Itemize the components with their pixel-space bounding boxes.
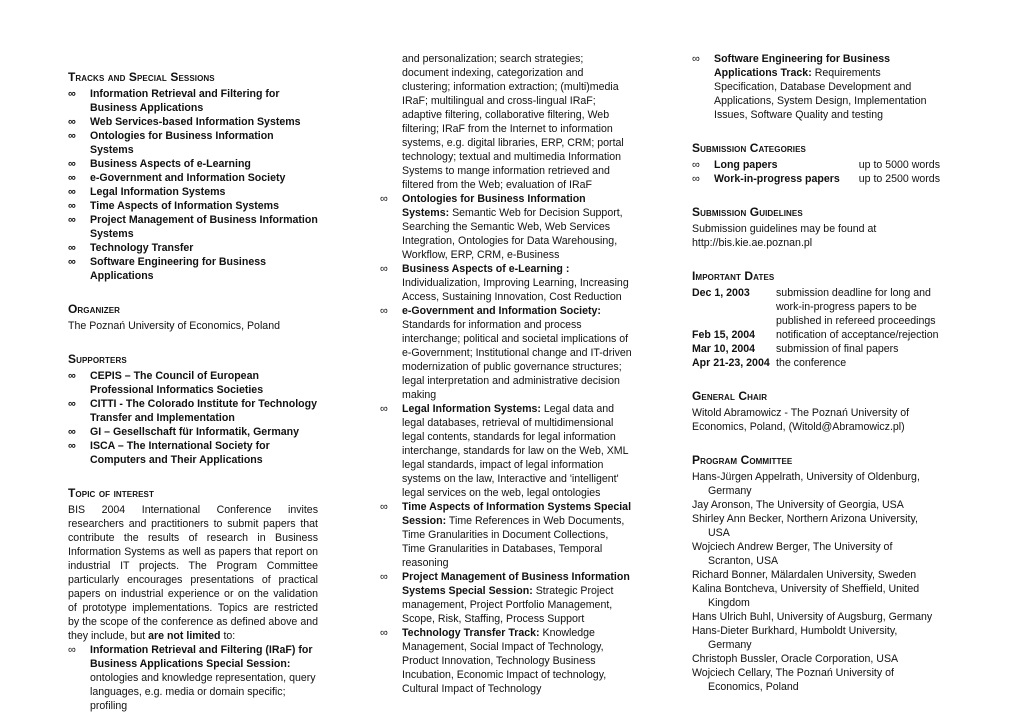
list-item: Wojciech Cellary, The Poznań University of Economics, Poland xyxy=(692,667,894,693)
list-item: ∞ Work-in-progress papers up to 2500 words xyxy=(692,173,940,185)
bullet-icon: ∞ xyxy=(68,200,76,212)
list-item: ∞ Business Aspects of e-Learning xyxy=(68,158,251,170)
date-row: Feb 15, 2004 notification of acceptance/rejection xyxy=(692,329,939,341)
topic-paragraph: BIS 2004 International Conference invites researchers and practitioners to submit papers that contribute the results of research in Business Information Systems as well as papers that report on industrial IT projects. The Program Committee particularly encourages presentations of practical papers on industrial experience or on the validation of prototype implementations. Topics are restricted by the scope of the conference as defined above and they include, but are not limited to: xyxy=(68,504,318,642)
bullet-icon: ∞ xyxy=(68,242,76,254)
bullet-icon: ∞ xyxy=(68,398,76,410)
list-item: ∞ Time Aspects of Information Systems xyxy=(68,200,279,212)
bullet-icon: ∞ xyxy=(68,370,76,382)
categories-heading: Submission Categories xyxy=(692,141,806,155)
bullet-icon: ∞ xyxy=(692,159,700,171)
list-item: ∞ CITTI - The Colorado Institute for Technology Transfer and Implementation xyxy=(68,398,317,424)
tracks-list xyxy=(68,87,318,283)
bullet-icon: ∞ xyxy=(68,172,76,184)
committee-list xyxy=(692,470,940,694)
list-item: ∞ Long papers up to 5000 words xyxy=(692,159,940,171)
topic-heading: Topic of interest xyxy=(68,486,154,500)
bullet-icon: ∞ xyxy=(68,644,76,656)
list-item: Richard Bonner, Mälardalen University, Sweden xyxy=(692,569,917,581)
guidelines-text: Submission guidelines may be found at http://bis.kie.ae.poznan.pl xyxy=(692,223,877,249)
bullet-icon: ∞ xyxy=(380,193,388,205)
bullet-icon: ∞ xyxy=(68,186,76,198)
bullet-icon: ∞ xyxy=(68,256,76,268)
bullet-icon: ∞ xyxy=(68,214,76,226)
date-row: Apr 21-23, 2004 the conference xyxy=(692,357,847,369)
bullet-icon: ∞ xyxy=(68,116,76,128)
bullet-icon: ∞ xyxy=(68,426,76,438)
list-item: ∞ GI – Gesellschaft für Informatik, Germany xyxy=(68,426,299,438)
organizer-heading: Organizer xyxy=(68,302,121,316)
list-item: Wojciech Andrew Berger, The University of Scranton, USA xyxy=(692,541,893,567)
bullet-icon: ∞ xyxy=(380,305,388,317)
list-item: ∞ Information Retrieval and Filtering (IRaF) for Business Applications Special Session: ontologies and knowledge representation, query languages, e.g. media or domain specific; profiling xyxy=(68,644,316,712)
supporters-heading: Supporters xyxy=(68,352,127,366)
bullet-icon: ∞ xyxy=(692,53,700,65)
list-item: ∞ e-Government and Information Society: Standards for information and process interchange; political and societal implications of e-Government; Institutional change and IT-driven modernization of public governance structures; legal interpretation and administrative decision making xyxy=(380,305,632,401)
list-item: ∞ Technology Transfer xyxy=(68,242,194,254)
list-item: Jay Aronson, The University of Georgia, USA xyxy=(692,499,904,511)
bullet-icon: ∞ xyxy=(380,501,388,513)
date-row: Dec 1, 2003 submission deadline for long and work-in-progress papers to be published in refereed proceedings xyxy=(692,287,936,327)
bullet-icon: ∞ xyxy=(380,403,388,415)
bullet-icon: ∞ xyxy=(68,88,76,100)
topic-continuation: and personalization; search strategies; document indexing, categorization and clustering; information extraction; (multi)media IRaF; multilingual and cross-lingual IRaF; adaptive filtering, collaborative filtering, Web filtering; IRaF from the Internet to information systems, e.g. digital libraries, ERP, CRM; portal technology; textual and multimedia Information Systems to mange information retrieved and filtered from the Web; evaluation of IRaF xyxy=(402,53,624,191)
list-item: Hans-Dieter Burkhard, Humboldt University, Germany xyxy=(692,625,898,651)
list-item: ∞ e-Government and Information Society xyxy=(68,172,286,184)
column-left xyxy=(68,70,318,713)
list-item: ∞ Project Management of Business Information Systems xyxy=(68,214,318,240)
list-item: ∞ Business Aspects of e-Learning : Individualization, Improving Learning, Increasing Access, Sustaining Innovation, Cost Reduction xyxy=(380,263,629,303)
committee-heading: Program Committee xyxy=(692,453,793,467)
chair-heading: General Chair xyxy=(692,389,768,403)
tracks-heading: Tracks and Special Sessions xyxy=(68,70,215,84)
guidelines-heading: Submission Guidelines xyxy=(692,205,803,219)
chair-text: Witold Abramowicz - The Poznań University of Economics, Poland, (Witold@Abramowicz.pl) xyxy=(692,407,910,433)
list-item: Hans Ulrich Buhl, University of Augsburg, Germany xyxy=(692,611,933,623)
list-item: Hans-Jürgen Appelrath, University of Oldenburg, Germany xyxy=(692,471,920,497)
list-item: ∞ Legal Information Systems xyxy=(68,186,226,198)
bullet-icon: ∞ xyxy=(68,158,76,170)
list-item: ∞ CEPIS – The Council of European Professional Informatics Societies xyxy=(68,370,264,396)
list-item: ∞ Ontologies for Business Information Systems xyxy=(68,130,274,156)
bullet-icon: ∞ xyxy=(380,627,388,639)
date-row: Mar 10, 2004 submission of final papers xyxy=(692,343,899,355)
list-item: ∞ Software Engineering for Business Applications xyxy=(68,256,267,282)
dates-heading: Important Dates xyxy=(692,269,775,283)
bullet-icon: ∞ xyxy=(380,263,388,275)
list-item: ∞ Information Retrieval and Filtering for Business Applications xyxy=(68,88,280,114)
list-item: ∞ Ontologies for Business Information Systems: Semantic Web for Decision Support, Searching the Semantic Web, Web Services Integration, Ontologies for Data Warehousing, Workflow, ERP, CRM, e-Business xyxy=(380,193,623,261)
list-item: ∞ Web Services-based Information Systems xyxy=(68,116,301,128)
list-item: Shirley Ann Becker, Northern Arizona University, USA xyxy=(692,513,918,539)
list-item: ∞ Software Engineering for Business Applications Track: Requirements Specification, Database Development and Applications, System Design, Implementation Issues, Software Quality and testing xyxy=(692,53,927,121)
column-middle xyxy=(380,52,632,696)
list-item: Christoph Bussler, Oracle Corporation, USA xyxy=(692,653,899,665)
bullet-icon: ∞ xyxy=(68,130,76,142)
list-item: ∞ Project Management of Business Information Systems Special Session: Strategic Project management, Project Portfolio Management, Scope, Risk, Staffing, Process Support xyxy=(380,571,630,625)
bullet-icon: ∞ xyxy=(692,173,700,185)
list-item: ∞ ISCA – The International Society for Computers and Their Applications xyxy=(68,440,270,466)
organizer-text: The Poznań University of Economics, Poland xyxy=(68,320,280,332)
list-item: Kalina Bontcheva, University of Sheffield, United Kingdom xyxy=(692,583,920,609)
bullet-icon: ∞ xyxy=(68,440,76,452)
supporters-list xyxy=(68,369,318,467)
list-item: ∞ Legal Information Systems: Legal data and legal databases, retrieval of multidimensional legal contents, standards for legal information interchange, standards for law on the Web, XML legal standards, impact of legal information systems on the law, Interactive and 'intelligent' legal services on the web, legal ontologies xyxy=(380,403,629,499)
list-item: ∞ Time Aspects of Information Systems Special Session: Time References in Web Documents, Time Granularities in Document Collections, Time Granularities in Databases, Temporal reasoning xyxy=(380,501,632,569)
column-right xyxy=(692,52,940,694)
bullet-icon: ∞ xyxy=(380,571,388,583)
list-item: ∞ Technology Transfer Track: Knowledge Management, Social Impact of Technology, Product Innovation, Technology Business Incubation, Economic Impact of technology, Cultural Impact of Technology xyxy=(380,627,607,695)
